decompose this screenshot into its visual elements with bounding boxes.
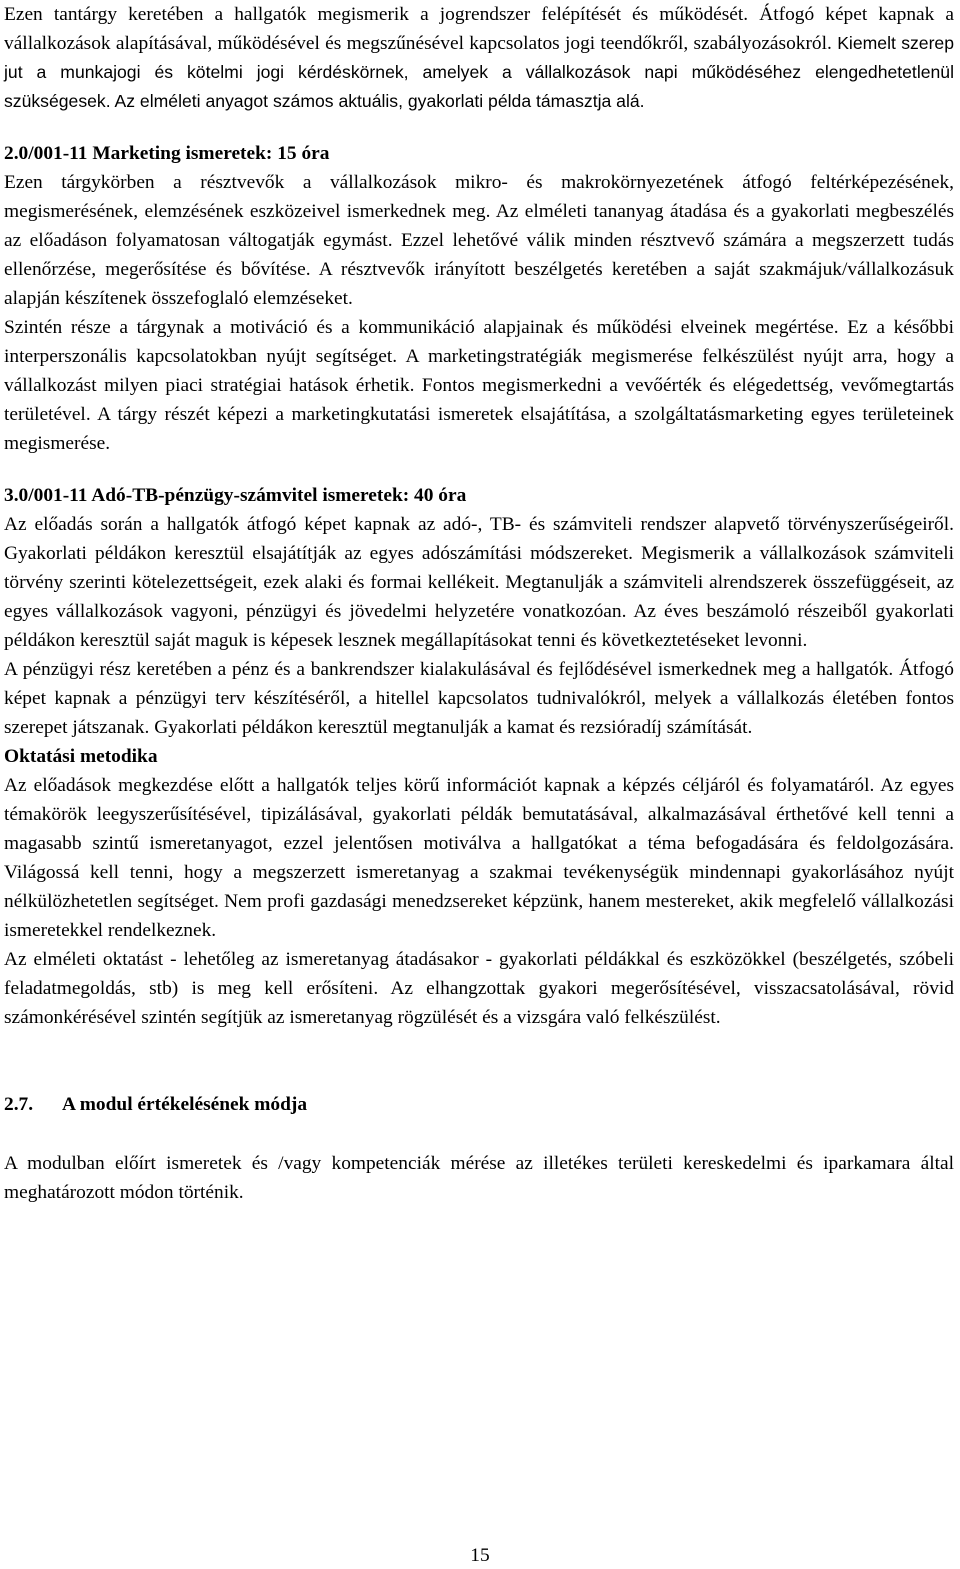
intro-text-sans: Kiemelt szerep jut a munkajogi és kötelmi jogi kérdéskörnek, amelyek a vállalkozások napi működéséhez elengedhetetlenül szükségesek. Az elméleti anyagot számos aktuális, gyakorlati példa támasztja alá. (4, 33, 954, 111)
tax-heading: 3.0/001-11 Adó-TB-pénzügy-számvitel ismeretek: 40 óra (4, 485, 467, 506)
evaluation-heading (4, 1090, 954, 1119)
tax-paragraph-1: Az előadás során a hallgatók átfogó képet kapnak az adó-, TB- és számviteli rendszer alapvető törvényszerűségeiről. Gyakorlati példákon keresztül elsajátítják az egyes adószámítási módszereket. Megismerik a vállalkozások számviteli törvény szerinti kötelezettségeit, ezek alaki és formai kellékeit. Megtanulják a számviteli alrendszerek összefüggéseit, az egyes vállalkozások vagyoni, pénzügyi és jövedelmi helyzetére vonatkozóan. Az éves beszámoló részeiből gyakorlati példákon keresztül saját maguk is képesek lesznek megállapításokat tenni és következtetéseket levonni. (4, 514, 954, 651)
marketing-paragraph-2: Szintén része a tárgynak a motiváció és a kommunikáció alapjainak és működési elveinek megértése. Ez a későbbi interperszonális kapcsolatokban nyújt segítséget. A marketingstratégiák megismerése felkészülést nyújt arra, hogy a vállalkozást milyen piaci stratégiai hatások érhetik. Fontos megismerkedni a vevőérték és elégedettség, vevőmegtartás területével. A tárgy részét képezi a marketingkutatási ismeretek elsajátítása, a szolgáltatásmarketing egyes területeinek megismerése. (4, 317, 954, 454)
marketing-heading: 2.0/001-11 Marketing ismeretek: 15 óra (4, 143, 330, 164)
page-number: 15 (470, 1545, 490, 1566)
marketing-paragraph-1: Ezen tárgykörben a résztvevők a vállalkozások mikro- és makrokörnyezetének átfogó feltérképezésének, megismerésének, elemzésének eszközeivel ismerkednek meg. Az elméleti tananyag átadása és a gyakorlati megbeszélés az előadáson folyamatosan váltogatják egymást. Ezzel lehetővé válik minden résztvevő számára a megszerzett tudás ellenőrzése, megerősítése és bővítése. A résztvevők irányított beszélgetés keretében a saját szakmájuk/vállalkozásuk alapján készítenek összefoglaló elemzéseket. (4, 172, 954, 309)
evaluation-number: 2.7. (4, 1094, 34, 1115)
intro-paragraph (4, 0, 954, 116)
evaluation-title: A modul értékelésének módja (62, 1094, 308, 1115)
methodology-heading: Oktatási metodika (4, 746, 158, 767)
methodology-paragraph-1: Az előadások megkezdése előtt a hallgatók teljes körű információt kapnak a képzés céljáról és folyamatáról. Az egyes témakörök leegyszerűsítésével, tipizálásával, gyakorlati példák bemutatásával, alkalmazásával érthetővé kell tenni a magasabb szintű ismeretanyagot, ezzel jelentősen motiválva a hallgatókat a téma befogadására és feldolgozására. Világossá kell tenni, hogy a megszerzett ismeretanyag a szakmai tevékenységük mindennapi gyakorlásához nyújt nélkülözhetetlen segítséget. Nem profi gazdasági menedzsereket képzünk, hanem mestereket, akik megfelelő vállalkozási ismeretekkel rendelkeznek. (4, 775, 954, 941)
tax-paragraph-2: A pénzügyi rész keretében a pénz és a bankrendszer kialakulásával és fejlődésével ismerkednek meg a hallgatók. Átfogó képet kapnak a pénzügyi terv készítéséről, a hitellel kapcsolatos tudnivalókról, melyek a vállalkozás életében fontos szerepet játszanak. Gyakorlati példákon keresztül megtanulják a kamat és rezsióradíj számítását. (4, 659, 954, 738)
document-page (4, 0, 954, 1207)
intro-text-serif: Ezen tantárgy keretében a hallgatók megismerik a jogrendszer felépítését és működését. Átfogó képet kapnak a vállalkozások alapításával, működésével és megszűnésével kapcsolatos jogi teendőkről, szabályozásokról. (4, 4, 954, 54)
methodology-paragraph-2: Az elméleti oktatást - lehetőleg az ismeretanyag átadásakor - gyakorlati példákkal és eszközökkel (beszélgetés, szóbeli feladatmegoldás, stb) is meg kell erősíteni. Az elhangzottak gyakori megerősítésével, visszacsatolásával, rövid számonkérésével szintén segítjük az ismeretanyag rögzülését és a vizsgára való felkészülést. (4, 949, 954, 1028)
evaluation-paragraph: A modulban előírt ismeretek és /vagy kompetenciák mérése az illetékes területi kereskedelmi és iparkamara által meghatározott módon történik. (4, 1153, 954, 1203)
